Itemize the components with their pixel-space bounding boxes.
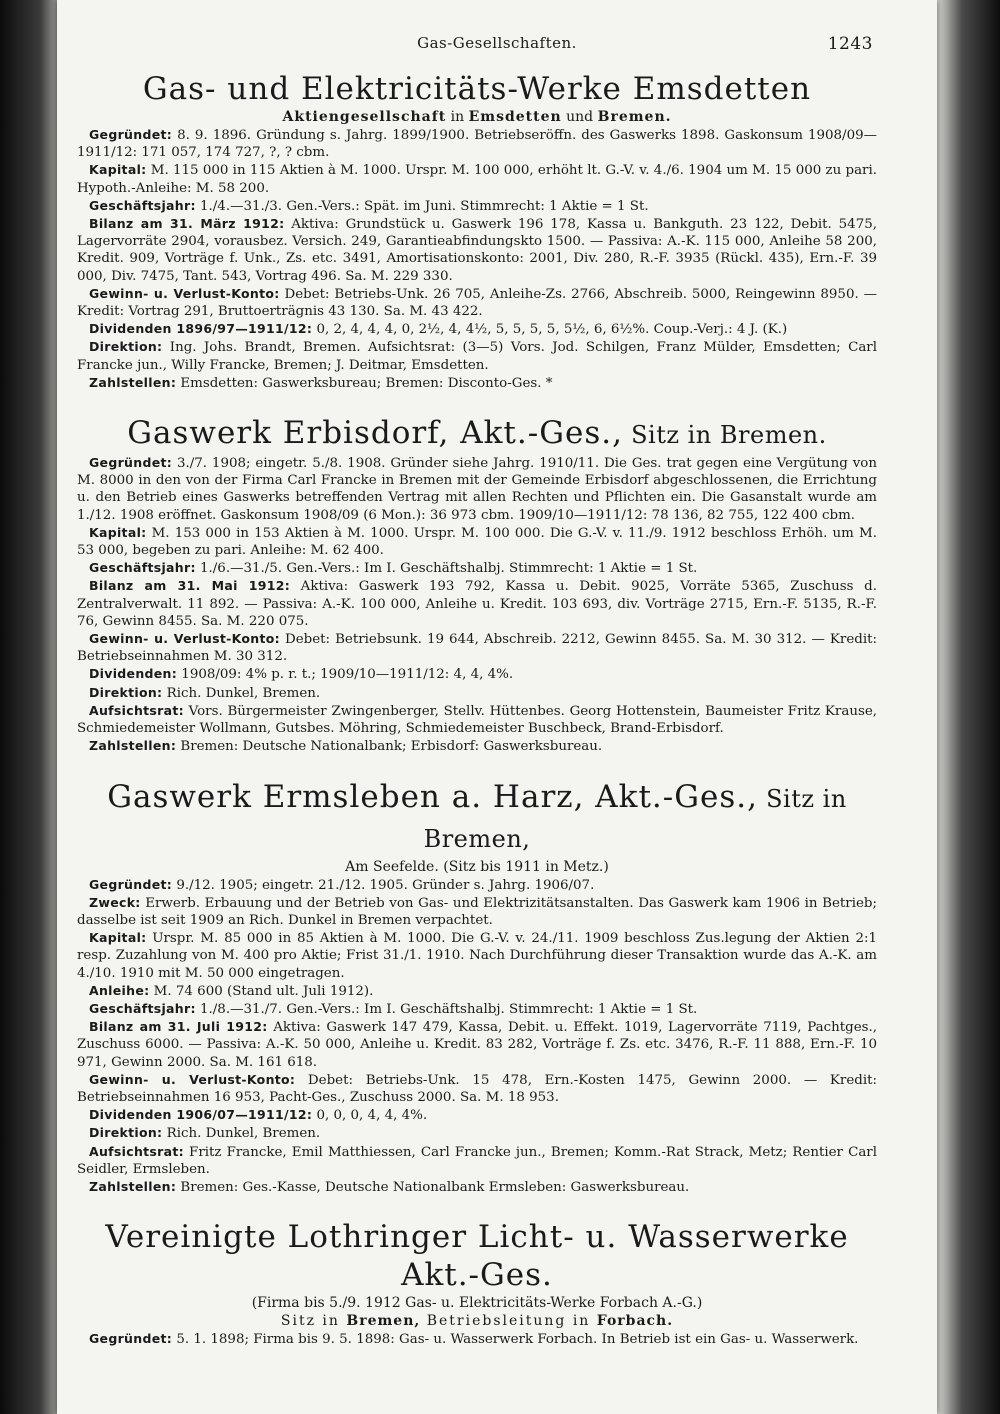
entry-text: 0, 2, 4, 4, 4, 0, 2½, 4, 4½, 5, 5, 5, 5, 5½, 6, 6½%. Coup.-Verj.: 4 J. (K.): [312, 322, 788, 338]
entry-paragraph: [77, 894, 877, 929]
entry-text: M. 153 000 in 153 Aktien à M. 1000. Urspr. M. 100 000. Die G.-V. v. 11./9. 1912 beschloss Erhöh. um M. 53 000, begeben zu pari. Anleihe: M. 62 400.: [77, 525, 877, 559]
subtitle-part: Bremen.: [597, 109, 672, 125]
page-content: [77, 70, 877, 1370]
entry-label: Geschäftsjahr:: [89, 1000, 196, 1016]
entry-text: 8. 9. 1896. Gründung s. Jahrg. 1899/1900. Betriebseröffn. des Gaswerks 1898. Gaskonsum 1908/09—1911/12: 171 057, 174 727, ?, ? cbm.: [77, 128, 877, 161]
entry-paragraph: [77, 161, 877, 196]
entry-text: Aktiva: Gaswerk 193 792, Kassa u. Debit. 9025, Vorräte 5365, Zuschuss d. Zentralverwalt. 11 892. — Passiva: A.-K. 100 000, Anleihe u. Kredit. 103 693, div. Vorträge 2715, Ern.-F. 5135, R.-F. 76, Gewinn 8455. Sa. M. 220 075.: [77, 579, 877, 629]
entry-text: 3./7. 1908; eingetr. 5./8. 1908. Gründer siehe Jahrg. 1910/11. Die Ges. trat gegen eine Vergütung von M. 8000 in den von der Firma Carl Francke in Bremen mit der Gemeinde Erbisdorf abgeschlossenen, die Errichtung u. den Betrieb eines Gaswerks betreffenden Vertrag mit allen Rechten und Pflichten ein. Die Gasanstalt wurde am 1./12. 1908 eröffnet. Gaskonsum 1908/09 (6 Mon.): 36 973 cbm. 1909/10—1911/12: 78 136, 82 755, 122 400 cbm.: [77, 456, 877, 523]
entry-label: Direktion:: [89, 1125, 163, 1141]
entry-label: Aufsichtsrat:: [89, 702, 184, 718]
entry-paragraph: [77, 1071, 877, 1106]
entry-text: Debet: Betriebs-Unk. 15 478, Ern.-Kosten 1475, Gewinn 2000. — Kredit: Betriebseinnahmen 16 953, Pacht-Ges., Zuschuss 2000. Sa. M. 18 953.: [77, 1072, 877, 1105]
entry-paragraph: [77, 665, 877, 683]
entry-label: Gewinn- u. Verlust-Konto:: [89, 1071, 296, 1087]
entry-label: Direktion:: [89, 684, 163, 700]
entry-text: 1908/09: 4% p. r. t.; 1909/10—1911/12: 4, 4, 4%.: [177, 667, 514, 683]
entry-paragraph: [77, 1178, 877, 1196]
company-entry: [77, 778, 877, 1197]
entry-label: Geschäftsjahr:: [89, 560, 196, 576]
entry-paragraph: [77, 1330, 877, 1348]
entry-paragraph: [77, 197, 877, 215]
scan-edge-right: [937, 0, 1000, 1414]
entry-label: Kapital:: [89, 162, 147, 178]
subtitle-part: Bremen,: [346, 1313, 421, 1330]
entry-label: Zahlstellen:: [89, 374, 177, 390]
entry-paragraph: [77, 559, 877, 577]
entry-label: Bilanz am 31. Juli 1912:: [89, 1019, 268, 1035]
entry-paragraph: [77, 684, 877, 702]
entry-text: Debet: Betriebs-Unk. 26 705, Anleihe-Zs. 2766, Abschreib. 5000, Reingewinn 8950. — Kredit: Vortrag 291, Bruttoerträgnis 43 130. Sa. M. 43 422.: [77, 286, 877, 320]
company-subtitle: (Firma bis 5./9. 1912 Gas- u. Elektricitäts-Werke Forbach A.-G.): [251, 1295, 703, 1312]
subtitle-part: und: [561, 109, 598, 125]
entry-paragraph: [77, 320, 877, 338]
entry-paragraph: [77, 524, 877, 559]
entry-paragraph: [77, 126, 877, 161]
entry-paragraph: [77, 737, 877, 755]
entry-label: Zahlstellen:: [89, 738, 177, 754]
company-heading: Gas- und Elektricitäts-Werke Emsdetten: [142, 71, 812, 107]
entry-text: 9./12. 1905; eingetr. 21./12. 1905. Gründer s. Jahrg. 1906/07.: [172, 877, 595, 893]
entry-label: Gegründet:: [89, 1331, 173, 1347]
entry-text: M. 74 600 (Stand ult. Juli 1912).: [149, 983, 374, 999]
entry-label: Direktion:: [89, 339, 163, 355]
entry-label: Gegründet:: [89, 876, 173, 892]
company-name: Gaswerk Erbisdorf, Akt.-Ges.,: [127, 415, 623, 452]
entry-label: Bilanz am 31. Mai 1912:: [89, 578, 291, 594]
entry-text: Erwerb. Erbauung und der Betrieb von Gas- und Elektrizitätsanstalten. Das Gaswerk kam 1906 in Betrieb; dasselbe ist seit 1909 an Rich. Dunkel in Bremen verpachtet.: [77, 895, 877, 928]
company-entry: [77, 1218, 877, 1348]
entry-paragraph: [77, 1000, 877, 1018]
subtitle-part: Betriebsleitung in: [420, 1313, 597, 1330]
entry-text: Vors. Bürgermeister Zwingenberger, Stellv. Hüttenbes. Georg Hottenstein, Baumeister Fritz Krause, Schmiedemeister Wollmann, Gutsbes. Möhring, Schmiedemeister Buschbeck, Brand-Erbisdorf.: [77, 703, 877, 737]
entry-label: Bilanz am 31. März 1912:: [89, 216, 285, 232]
entry-paragraph: [77, 929, 877, 982]
company-entry: [77, 70, 877, 392]
entry-paragraph: [77, 1124, 877, 1142]
entry-paragraph: [77, 1106, 877, 1124]
company-subtitle: Am Seefelde. (Sitz bis 1911 in Metz.): [345, 858, 609, 875]
entry-label: Gegründet:: [89, 127, 173, 142]
entry-text: Debet: Betriebsunk. 19 644, Abschreib. 2212, Gewinn 8455. Sa. M. 30 312. — Kredit: Betriebseinnahmen M. 30 312.: [77, 632, 877, 665]
entry-label: Gegründet:: [89, 455, 173, 471]
scan-edge-left: [0, 0, 57, 1414]
company-seat: Sitz in Bremen,: [423, 784, 847, 853]
entry-paragraph: [77, 1018, 877, 1071]
entry-text: Aktiva: Grundstück u. Gaswerk 196 178, Kassa u. Bankguth. 23 122, Debit. 5475, Lagervorräte 2904, vorausbez. Versich. 249, Garantieabfindungskto 1500. — Passiva: A.-K. 115 000, Anleihe 58 200, Kredit. 909, Vorträge f. Unk., Zs. etc. 3491, Amortisationskonto: 2001, Div. 280, R.-F. 3935 (Rückl. 435), Ern.-F. 39 000, Div. 7475, Tant. 543, Vortrag 496. Sa. M. 229 330.: [77, 217, 877, 284]
entry-text: 0, 0, 0, 4, 4, 4%.: [312, 1108, 428, 1124]
company-heading: Vereinigte Lothringer Licht- u. Wasserwerke Akt.-Ges.: [105, 1219, 849, 1294]
entry-text: Aktiva: Gaswerk 147 479, Kassa, Debit. u. Effekt. 1019, Lagervorräte 7119, Pachtges., Zuschuss 6000. — Passiva: A.-K. 50 000, Anleihe u. Kredit. 83 282, Vorträge f. Zs. etc. 3476, R.-F. 11 888, Ern.-F. 10 971, Gewinn 2000. Sa. M. 161 618.: [77, 1020, 877, 1070]
company-subtitle: [77, 108, 877, 126]
entry-text: 5. 1. 1898; Firma bis 9. 5. 1898: Gas- u. Wasserwerk Forbach. In Betrieb ist ein Gas- u. Wasserwerk.: [172, 1332, 859, 1348]
entry-label: Zahlstellen:: [89, 1178, 177, 1194]
entry-text: Rich. Dunkel, Bremen.: [162, 685, 321, 701]
entry-label: Geschäftsjahr:: [89, 197, 196, 213]
entry-paragraph: [77, 702, 877, 737]
document-page: [57, 0, 937, 1414]
entry-paragraph: [77, 577, 877, 630]
page-number: 1243: [827, 34, 873, 54]
entry-text: 1./4.—31./3. Gen.-Vers.: Spät. im Juni. Stimmrecht: 1 Aktie = 1 St.: [195, 198, 649, 214]
running-head: [57, 34, 937, 54]
subtitle-part: Sitz in: [280, 1313, 347, 1330]
company-heading: [77, 414, 877, 454]
entry-paragraph: [77, 338, 877, 373]
entry-label: Kapital:: [89, 930, 147, 946]
running-head-title: Gas-Gesellschaften.: [417, 34, 577, 52]
entry-text: Emsdetten: Gaswerksbureau; Bremen: Disconto-Ges. *: [176, 375, 553, 391]
entry-label: Dividenden 1906/07—1911/12:: [89, 1107, 313, 1123]
company-seat: Sitz in Bremen.: [622, 421, 827, 450]
subtitle-part: Aktiengesellschaft: [282, 109, 447, 125]
entry-text: 1./6.—31./5. Gen.-Vers.: Im I. Geschäftshalbj. Stimmrecht: 1 Aktie = 1 St.: [195, 561, 698, 577]
entry-text: 1./8.—31./7. Gen.-Vers.: Im I. Geschäftshalbj. Stimmrecht: 1 Aktie = 1 St.: [195, 1001, 698, 1017]
entry-text: Bremen: Ges.-Kasse, Deutsche Nationalbank Ermsleben: Gaswerksbureau.: [176, 1179, 690, 1195]
entry-label: Dividenden 1896/97—1911/12:: [89, 321, 313, 337]
subtitle-part: Forbach.: [596, 1313, 674, 1330]
entry-paragraph: [77, 285, 877, 320]
entry-text: Fritz Francke, Emil Matthiessen, Carl Francke jun., Bremen; Komm.-Rat Strack, Metz; Rentier Carl Seidler, Ermsleben.: [77, 1144, 877, 1177]
subtitle-part: in: [446, 109, 469, 125]
entry-text: Rich. Dunkel, Bremen.: [162, 1126, 321, 1142]
company-subtitle-line2: [77, 1312, 877, 1330]
entry-label: Aufsichtsrat:: [89, 1143, 184, 1159]
company-entry: [77, 414, 877, 755]
entry-paragraph: [77, 630, 877, 665]
entry-label: Gewinn- u. Verlust-Konto:: [89, 631, 280, 647]
entry-label: Dividenden:: [89, 666, 178, 682]
entry-paragraph: [77, 454, 877, 524]
entry-text: Ing. Johs. Brandt, Bremen. Aufsichtsrat: (3—5) Vors. Jod. Schilgen, Franz Mülder, Emsdetten; Carl Francke jun., Willy Francke, Bremen; J. Deitmar, Emsdetten.: [77, 340, 877, 373]
entry-label: Kapital:: [89, 524, 147, 540]
entry-paragraph: [77, 1143, 877, 1178]
entry-paragraph: [77, 876, 877, 894]
subtitle-part: Emsdetten: [468, 109, 562, 125]
company-heading: [77, 778, 877, 858]
entry-paragraph: [77, 374, 877, 392]
entry-text: Urspr. M. 85 000 in 85 Aktien à M. 1000. Die G.-V. v. 24./11. 1909 beschloss Zus.legung der Aktien 2:1 resp. Zuzahlung von M. 400 pro Aktie; Frist 31./1. 1910. Nach Durchführung dieser Transaktion wurde das A.-K. am 4./10. 1910 mit M. 50 000 eingetragen.: [77, 931, 877, 981]
entry-label: Gewinn- u. Verlust-Konto:: [89, 285, 280, 301]
entry-text: Bremen: Deutsche Nationalbank; Erbisdorf: Gaswerksbureau.: [176, 739, 603, 755]
entry-text: M. 115 000 in 115 Aktien à M. 1000. Urspr. M. 100 000, erhöht lt. G.-V. v. 4./6. 1904 um M. 15 000 zu pari. Hypoth.-Anleihe: M. 58 200.: [77, 163, 877, 196]
entry-paragraph: [77, 982, 877, 1000]
entry-label: Zweck:: [89, 894, 141, 910]
entry-label: Anleihe:: [89, 982, 150, 998]
entry-paragraph: [77, 215, 877, 285]
company-name: Gaswerk Ermsleben a. Harz, Akt.-Ges.,: [107, 778, 758, 815]
